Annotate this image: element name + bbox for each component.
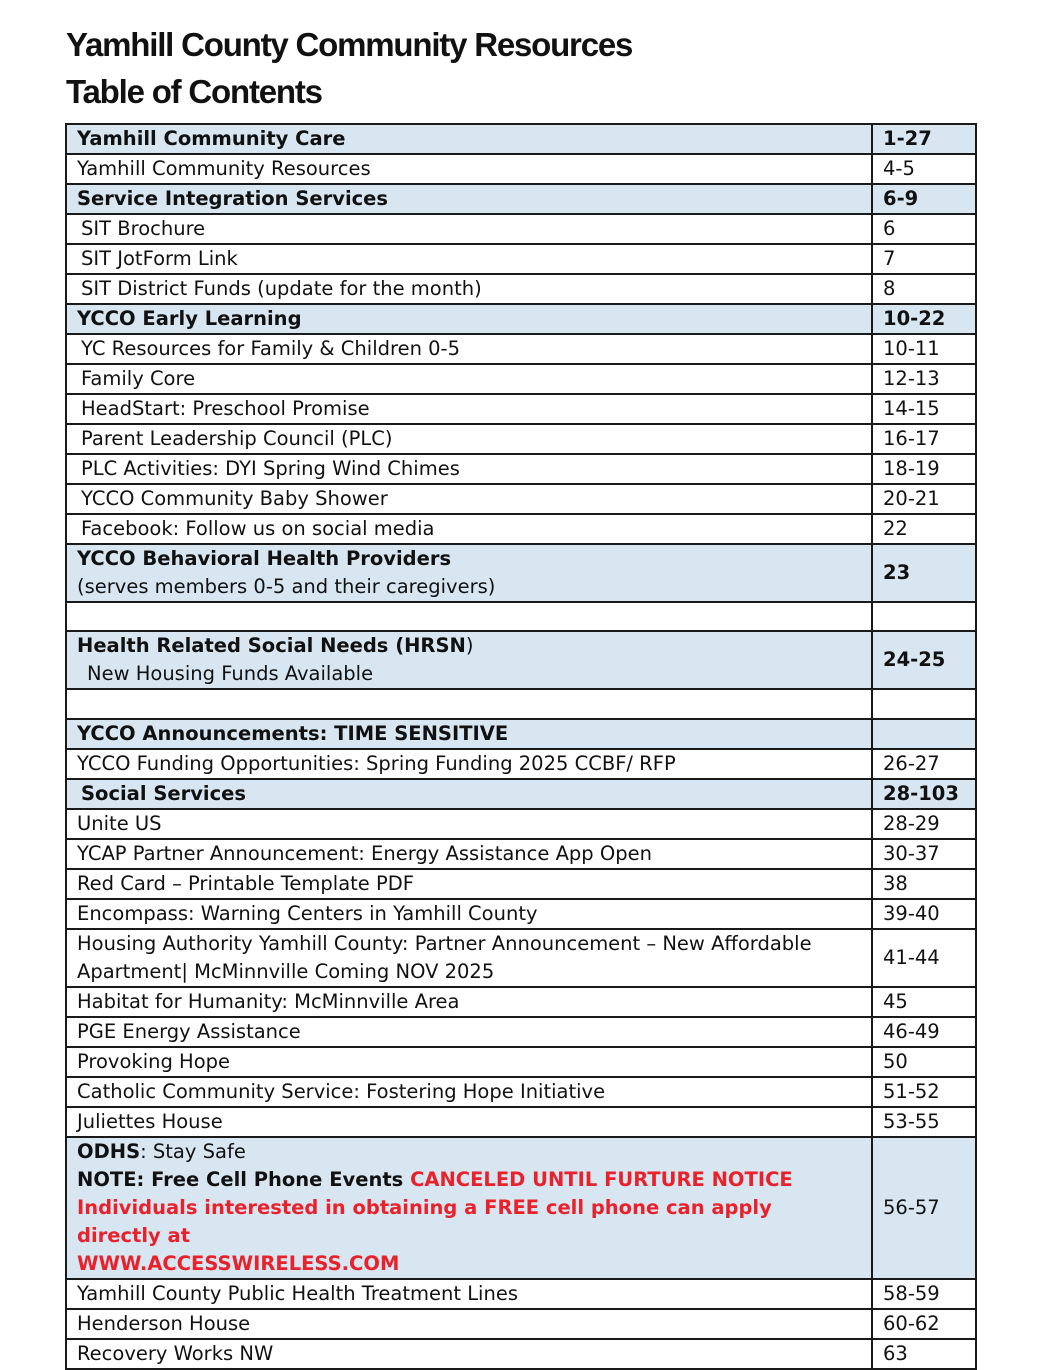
toc-row	[66, 869, 976, 899]
toc-entry-pages: 12-13	[872, 364, 976, 394]
toc-entry-pages: 18-19	[872, 454, 976, 484]
toc-entry-label: Facebook: Follow us on social media	[66, 514, 872, 544]
toc-entry-label: HeadStart: Preschool Promise	[66, 394, 872, 424]
toc-notice-row	[66, 1137, 976, 1279]
toc-entry-label: YCCO Funding Opportunities: Spring Funding 2025 CCBF/ RFP	[66, 749, 872, 779]
toc-entry-pages: 56-57	[872, 1137, 976, 1279]
access-wireless-url: WWW.ACCESSWIRELESS.COM	[77, 1251, 400, 1275]
toc-entry-pages: 23	[872, 544, 976, 602]
toc-row	[66, 334, 976, 364]
toc-row	[66, 1107, 976, 1137]
toc-entry-label	[66, 544, 872, 602]
toc-entry-pages: 28-29	[872, 809, 976, 839]
page-title: Yamhill County Community Resources	[66, 26, 633, 63]
toc-blank-cell	[66, 689, 872, 718]
toc-entry-label: Service Integration Services	[66, 184, 872, 214]
note-label: NOTE: Free Cell Phone Events	[77, 1167, 411, 1191]
cancel-notice: CANCELED UNTIL FURTURE NOTICE	[410, 1167, 793, 1191]
toc-entry-label: Family Core	[66, 364, 872, 394]
toc-row	[66, 987, 976, 1017]
toc-entry-label: YCCO Announcements: TIME SENSITIVE	[66, 719, 872, 749]
toc-entry-heading: Health Related Social Needs (HRSN	[77, 634, 466, 658]
toc-entry-label: Yamhill County Public Health Treatment Lines	[66, 1279, 872, 1309]
toc-section-row	[66, 719, 976, 749]
toc-entry-pages: 28-103	[872, 779, 976, 809]
toc-entry-pages: 14-15	[872, 394, 976, 424]
toc-entry-label: Henderson House	[66, 1309, 872, 1339]
toc-blank-cell	[66, 602, 872, 631]
toc-entry-pages: 38	[872, 869, 976, 899]
toc-blank-row	[66, 602, 976, 631]
toc-row	[66, 394, 976, 424]
toc-entry-pages	[872, 719, 976, 749]
toc-notice-cell	[66, 1137, 872, 1279]
free-phone-notice: Individuals interested in obtaining a FREE cell phone can apply directly at	[77, 1195, 772, 1247]
toc-row	[66, 1077, 976, 1107]
toc-entry-label: Recovery Works NW	[66, 1339, 872, 1369]
toc-entry-label: Social Services	[66, 779, 872, 809]
toc-row	[66, 154, 976, 184]
toc-section-row	[66, 779, 976, 809]
toc-row	[66, 214, 976, 244]
toc-row	[66, 1279, 976, 1309]
toc-row	[66, 1017, 976, 1047]
toc-row	[66, 899, 976, 929]
toc-entry-line: Apartment| McMinnville Coming NOV 2025	[77, 959, 495, 983]
toc-entry-pages: 6-9	[872, 184, 976, 214]
toc-row	[66, 1309, 976, 1339]
toc-entry-pages: 8	[872, 274, 976, 304]
toc-entry-pages: 45	[872, 987, 976, 1017]
odhs-subtext: : Stay Safe	[140, 1139, 246, 1163]
toc-row	[66, 424, 976, 454]
toc-entry-label: SIT JotForm Link	[66, 244, 872, 274]
toc-entry-label: Encompass: Warning Centers in Yamhill County	[66, 899, 872, 929]
toc-row	[66, 454, 976, 484]
toc-entry-label: Red Card – Printable Template PDF	[66, 869, 872, 899]
toc-entry-pages: 58-59	[872, 1279, 976, 1309]
page-subtitle: Table of Contents	[66, 73, 322, 110]
toc-row	[66, 929, 976, 987]
toc-row	[66, 364, 976, 394]
toc-entry-label: Unite US	[66, 809, 872, 839]
toc-entry-pages: 4-5	[872, 154, 976, 184]
toc-row	[66, 484, 976, 514]
toc-entry-pages: 7	[872, 244, 976, 274]
toc-entry-pages: 39-40	[872, 899, 976, 929]
toc-section-row	[66, 544, 976, 602]
toc-entry-label: Juliettes House	[66, 1107, 872, 1137]
toc-entry-pages: 24-25	[872, 631, 976, 689]
toc-row	[66, 244, 976, 274]
toc-entry-label: Parent Leadership Council (PLC)	[66, 424, 872, 454]
toc-entry-label: Catholic Community Service: Fostering Hope Initiative	[66, 1077, 872, 1107]
toc-entry-subtext: New Housing Funds Available	[87, 662, 374, 686]
toc-row	[66, 1339, 976, 1369]
toc-entry-pages: 51-52	[872, 1077, 976, 1107]
toc-section-row	[66, 304, 976, 334]
toc-entry-label: SIT Brochure	[66, 214, 872, 244]
toc-entry-subtext: (serves members 0-5 and their caregivers)	[77, 575, 496, 598]
toc-entry-pages: 41-44	[872, 929, 976, 987]
toc-row	[66, 514, 976, 544]
toc-entry-pages: 53-55	[872, 1107, 976, 1137]
toc-row	[66, 839, 976, 869]
toc-entry-label: YCAP Partner Announcement: Energy Assistance App Open	[66, 839, 872, 869]
toc-entry-line: Housing Authority Yamhill County: Partner Announcement – New Affordable	[77, 931, 812, 955]
toc-entry-pages: 63	[872, 1339, 976, 1369]
toc-entry-paren: )	[465, 634, 474, 658]
toc-entry-label: Yamhill Community Care	[66, 124, 872, 154]
toc-entry-label: Provoking Hope	[66, 1047, 872, 1077]
toc-entry-pages: 46-49	[872, 1017, 976, 1047]
toc-entry-label: PLC Activities: DYI Spring Wind Chimes	[66, 454, 872, 484]
toc-entry-pages: 1-27	[872, 124, 976, 154]
toc-entry-label: Habitat for Humanity: McMinnville Area	[66, 987, 872, 1017]
toc-entry-pages: 16-17	[872, 424, 976, 454]
odhs-label: ODHS	[77, 1139, 141, 1163]
toc-entry-pages: 20-21	[872, 484, 976, 514]
toc-blank-row	[66, 689, 976, 718]
toc-entry-label: YCCO Early Learning	[66, 304, 872, 334]
toc-row	[66, 809, 976, 839]
toc-blank-cell	[872, 602, 976, 631]
toc-entry-pages: 22	[872, 514, 976, 544]
toc-entry-label: SIT District Funds (update for the month)	[66, 274, 872, 304]
toc-entry-label: YC Resources for Family & Children 0-5	[66, 334, 872, 364]
table-of-contents	[65, 123, 977, 1370]
toc-section-row	[66, 631, 976, 689]
toc-blank-cell	[872, 689, 976, 718]
toc-entry-label: YCCO Community Baby Shower	[66, 484, 872, 514]
toc-entry-pages: 60-62	[872, 1309, 976, 1339]
toc-entry-pages: 6	[872, 214, 976, 244]
toc-section-row	[66, 124, 976, 154]
toc-entry-label: Yamhill Community Resources	[66, 154, 872, 184]
toc-entry-pages: 10-22	[872, 304, 976, 334]
toc-entry-pages: 50	[872, 1047, 976, 1077]
toc-row	[66, 1047, 976, 1077]
toc-entry-label: PGE Energy Assistance	[66, 1017, 872, 1047]
toc-entry-pages: 30-37	[872, 839, 976, 869]
toc-entry-heading: YCCO Behavioral Health Providers	[77, 547, 452, 570]
toc-row	[66, 749, 976, 779]
toc-entry-label	[66, 631, 872, 689]
toc-entry-pages: 26-27	[872, 749, 976, 779]
toc-entry-pages: 10-11	[872, 334, 976, 364]
toc-section-row	[66, 184, 976, 214]
toc-entry-label	[66, 929, 872, 987]
toc-row	[66, 274, 976, 304]
